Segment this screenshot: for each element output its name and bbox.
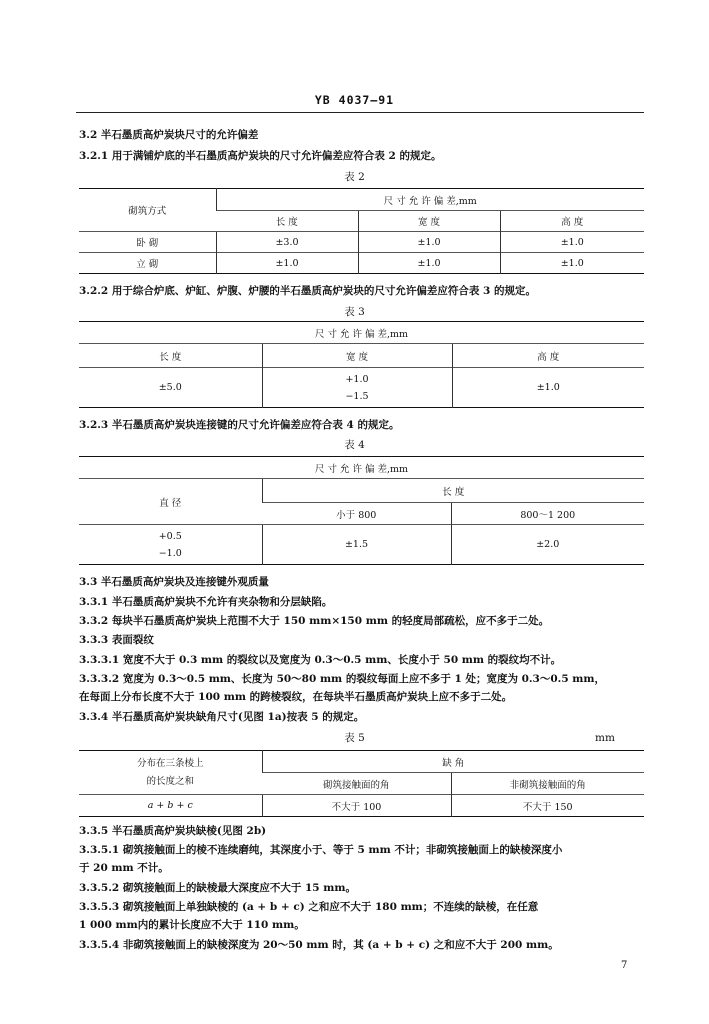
clause-3-3-5-1-line-1: 3.3.5.1 砌筑接触面上的棱不连续磨纯，其深度小于、等于 5 mm 不计；非砌筑接触面上的缺棱深度小 <box>79 844 563 856</box>
table-5-cell-1: 不大于 100 <box>262 795 451 817</box>
table-4-length-cell-2: ±2.0 <box>451 525 644 565</box>
table-2-width-header: 宽 度 <box>358 211 500 232</box>
table-row <box>79 525 644 565</box>
clause-3-3-3: 3.3.3 表面裂纹 <box>79 634 154 646</box>
table-2-height-header: 高 度 <box>500 211 644 232</box>
table-3-length-cell: ±5.0 <box>79 368 262 408</box>
table-2-height-cell: ±1.0 <box>500 253 644 274</box>
clause-3-2-3: 3.2.3 半石墨质高炉炭块连接键的尺寸允许偏差应符合表 4 的规定。 <box>79 419 400 431</box>
table-5-unit: mm <box>595 732 615 744</box>
table-4-length-header: 长 度 <box>262 479 644 503</box>
table-5-distribution-header-line-1: 分布在三条棱上 <box>136 757 204 769</box>
table-4-diameter-lower: −1.0 <box>158 547 182 559</box>
table-row <box>79 232 644 253</box>
table-3-height-header: 高 度 <box>452 344 644 368</box>
clause-3-3-3-2-line-1: 3.3.3.2 宽度为 0.3～0.5 mm、长度为 50～80 mm 的裂纹每面上应不多于 1 处；宽度为 0.3～0.5 mm， <box>79 673 606 685</box>
clause-3-2-1: 3.2.1 用于满铺炉底的半石墨质高炉炭块的尺寸允许偏差应符合表 2 的规定。 <box>79 150 442 162</box>
table-4-sub-header-1: 小于 800 <box>262 503 451 525</box>
table-2-width-cell: ±1.0 <box>358 253 500 274</box>
header-rule <box>76 112 644 113</box>
table-3-length-header: 长 度 <box>79 344 262 368</box>
clause-3-2-2: 3.2.2 用于综合炉底、炉缸、炉腹、炉腰的半石墨质高炉炭块的尺寸允许偏差应符合表 3 的规定。 <box>79 285 536 297</box>
table-2-height-cell: ±1.0 <box>500 232 644 253</box>
clause-3-3-5: 3.3.5 半石墨质高炉炭块缺棱(见图 2b) <box>79 825 267 837</box>
table-4-diameter-upper: +0.5 <box>158 530 182 542</box>
table-5-sub-header-2: 非砌筑接触面的角 <box>451 773 644 795</box>
table-2-group-header: 尺 寸 允 许 偏 差,mm <box>216 189 644 211</box>
table-row <box>79 795 644 817</box>
table-3 <box>79 321 644 408</box>
table-2-method-cell: 卧 砌 <box>79 232 216 253</box>
table-5-row-label: a + b + c <box>79 795 262 817</box>
table-3-width-upper: +1.0 <box>345 373 369 385</box>
table-5-cell-2: 不大于 150 <box>451 795 644 817</box>
table-4-caption: 表 4 <box>344 439 365 451</box>
clause-3-3-3-1: 3.3.3.1 宽度不大于 0.3 mm 的裂纹以及宽度为 0.3～0.5 mm、长度小于 50 mm 的裂纹均不计。 <box>79 654 562 666</box>
table-2-length-cell: ±1.0 <box>216 253 358 274</box>
table-5-distribution-header <box>79 751 262 795</box>
clause-3-3-1: 3.3.1 半石墨质高炉炭块不允许有夹杂物和分层缺陷。 <box>79 596 333 608</box>
table-4-sub-header-2: 800～1 200 <box>451 503 644 525</box>
table-4-length-cell-1: ±1.5 <box>262 525 451 565</box>
table-2-width-cell: ±1.0 <box>358 232 500 253</box>
clause-3-3-2: 3.3.2 每块半石墨质高炉炭块上范围不大于 150 mm×150 mm 的轻度局部疏松，应不多于二处。 <box>79 615 550 627</box>
table-2-caption: 表 2 <box>344 171 365 183</box>
table-row <box>79 368 644 408</box>
table-3-group-header: 尺 寸 允 许 偏 差,mm <box>314 328 409 340</box>
table-3-width-header: 宽 度 <box>262 344 452 368</box>
clause-3-3-5-1-line-2: 于 20 mm 不计。 <box>79 862 169 874</box>
table-5 <box>79 750 644 817</box>
clause-3-3-5-2: 3.3.5.2 砌筑接触面上的缺棱最大深度应不大于 15 mm。 <box>79 882 356 894</box>
clause-3-3-5-4: 3.3.5.4 非砌筑接触面上的缺棱深度为 20～50 mm 时，其 (a + b + c) 之和应不大于 200 mm。 <box>79 939 559 951</box>
table-4-diameter-cell <box>79 525 262 565</box>
table-4-group-header: 尺 寸 允 许 偏 差,mm <box>314 463 409 475</box>
table-2-length-cell: ±3.0 <box>216 232 358 253</box>
table-2 <box>79 188 644 274</box>
table-2-method-cell: 立 砌 <box>79 253 216 274</box>
table-3-width-cell <box>262 368 452 408</box>
clause-3-3-3-2-line-2: 在每面上分布长度不大于 100 mm 的跨棱裂纹，在每块半石墨质高炉炭块上应不多于二处。 <box>79 691 513 703</box>
table-5-sub-header-1: 砌筑接触面的角 <box>262 773 451 795</box>
table-4-diameter-header: 直 径 <box>79 479 262 525</box>
table-5-distribution-header-line-2: 的长度之和 <box>146 775 194 787</box>
page-number: 7 <box>621 960 628 971</box>
table-2-method-header: 砌筑方式 <box>128 206 167 217</box>
table-5-group-header: 缺 角 <box>262 751 644 773</box>
table-2-length-header: 长 度 <box>216 211 358 232</box>
clause-3-3-5-3-line-1: 3.3.5.3 砌筑接触面上单独缺棱的 (a + b + c) 之和应不大于 180 mm；不连续的缺棱，在任意 <box>79 901 539 913</box>
clause-3-3-5-3-line-2: 1 000 mm内的累计长度应不大于 110 mm。 <box>79 919 305 931</box>
table-row <box>79 253 644 274</box>
standard-code-header: YB 4037—91 <box>314 93 395 107</box>
section-3-2-heading: 3.2 半石墨质高炉炭块尺寸的允许偏差 <box>79 129 259 141</box>
section-3-3-heading: 3.3 半石墨质高炉炭块及连接键外观质量 <box>79 576 269 588</box>
clause-3-3-4: 3.3.4 半石墨质高炉炭块缺角尺寸(见图 1a)按表 5 的规定。 <box>79 711 365 723</box>
table-5-caption: 表 5 <box>344 732 365 744</box>
table-3-height-cell: ±1.0 <box>452 368 644 408</box>
table-4 <box>79 456 644 565</box>
table-3-caption: 表 3 <box>344 306 365 318</box>
table-3-width-lower: −1.5 <box>345 390 369 402</box>
